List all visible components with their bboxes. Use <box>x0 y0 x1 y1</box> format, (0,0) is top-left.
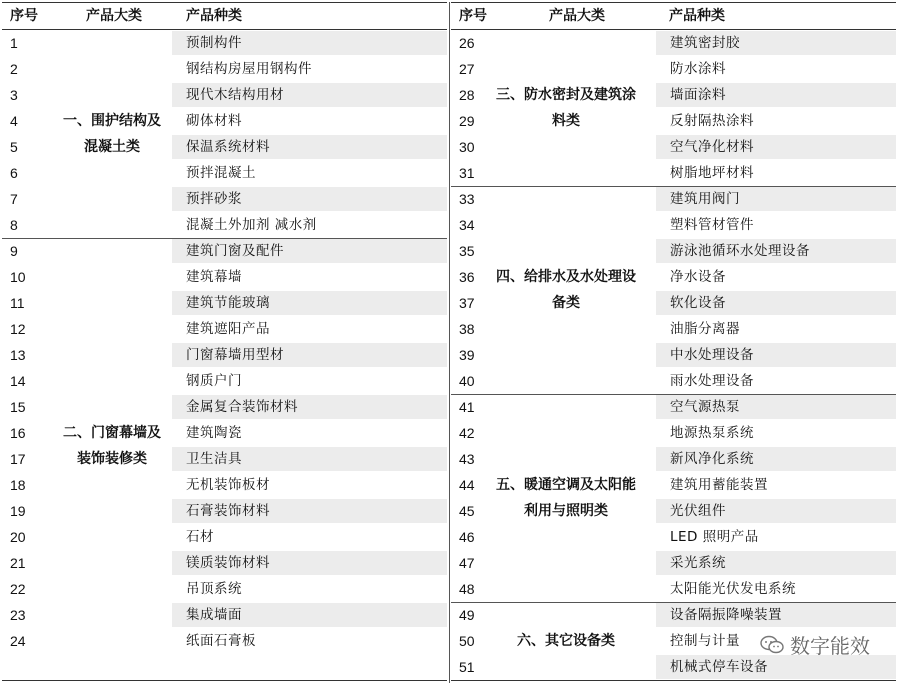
row-number: 35 <box>459 243 475 259</box>
header-no: 序号 <box>10 8 38 24</box>
row-product: 现代木结构用材 <box>172 83 447 107</box>
wechat-icon <box>760 635 784 655</box>
table-row <box>451 602 896 628</box>
row-product: 光伏组件 <box>656 499 896 523</box>
right-table-header <box>451 2 896 30</box>
row-product: 建筑用阀门 <box>656 187 896 211</box>
table-row <box>2 498 447 524</box>
row-product: 建筑幕墙 <box>186 269 242 285</box>
row-number: 34 <box>459 217 475 233</box>
row-number: 40 <box>459 373 475 389</box>
row-number: 44 <box>459 477 475 493</box>
table-row <box>2 472 447 498</box>
row-product: 混凝土外加剂 减水剂 <box>186 217 317 233</box>
category-line-1: 六、其它设备类 <box>517 633 615 649</box>
row-product: 金属复合装饰材料 <box>172 395 447 419</box>
row-number: 29 <box>459 113 475 129</box>
row-product: 净水设备 <box>670 269 726 285</box>
row-number: 12 <box>10 321 26 337</box>
row-number: 22 <box>10 581 26 597</box>
row-product: 墙面涂料 <box>656 83 896 107</box>
row-number: 16 <box>10 425 26 441</box>
table-row <box>2 238 447 264</box>
table-row <box>2 602 447 628</box>
category-line-1: 三、防水密封及建筑涂 <box>496 87 636 103</box>
row-number: 21 <box>10 555 26 571</box>
table-row <box>2 576 447 602</box>
left-table <box>2 2 447 680</box>
row-number: 45 <box>459 503 475 519</box>
row-number: 17 <box>10 451 26 467</box>
row-product: 门窗幕墙用型材 <box>172 343 447 367</box>
table-row <box>2 264 447 290</box>
row-number: 50 <box>459 633 475 649</box>
row-product: 控制与计量 <box>670 633 740 649</box>
row-number: 51 <box>459 659 475 675</box>
table-row <box>451 238 896 264</box>
category-label <box>52 108 172 160</box>
row-product: 空气源热泵 <box>656 395 896 419</box>
row-product: 石材 <box>186 529 214 545</box>
row-product: LED 照明产品 <box>670 529 759 545</box>
row-product: 砌体材料 <box>186 113 242 129</box>
row-product: 吊顶系统 <box>186 581 242 597</box>
table-row <box>451 394 896 420</box>
row-number: 27 <box>459 61 475 77</box>
category-line-2: 混凝土类 <box>84 139 140 155</box>
table-row <box>2 160 447 186</box>
row-product: 新风净化系统 <box>656 447 896 471</box>
category-label <box>491 264 641 316</box>
row-number: 20 <box>10 529 26 545</box>
row-number: 38 <box>459 321 475 337</box>
row-number: 43 <box>459 451 475 467</box>
category-line-2: 备类 <box>552 295 580 311</box>
row-number: 11 <box>10 295 25 311</box>
row-number: 41 <box>459 399 475 415</box>
row-product: 保温系统材料 <box>172 135 447 159</box>
header-category: 产品大类 <box>549 8 605 24</box>
category-label <box>491 82 641 134</box>
row-number: 9 <box>10 243 18 259</box>
table-row <box>2 290 447 316</box>
watermark <box>760 630 870 659</box>
category-line-1: 五、暖通空调及太阳能 <box>496 477 636 493</box>
row-product: 雨水处理设备 <box>670 373 754 389</box>
row-product: 钢质户门 <box>186 373 242 389</box>
row-product: 钢结构房屋用钢构件 <box>186 61 312 77</box>
row-number: 26 <box>459 35 475 51</box>
row-product: 反射隔热涂料 <box>670 113 754 129</box>
row-number: 30 <box>459 139 475 155</box>
table-row <box>451 524 896 550</box>
row-number: 47 <box>459 555 475 571</box>
row-number: 14 <box>10 373 26 389</box>
row-product: 建筑门窗及配件 <box>172 239 447 263</box>
left-table-header <box>2 2 447 30</box>
row-product: 建筑用蓄能装置 <box>670 477 768 493</box>
row-product: 机械式停车设备 <box>656 655 896 679</box>
row-number: 28 <box>459 87 475 103</box>
row-product: 建筑密封胶 <box>656 31 896 55</box>
table-row <box>2 316 447 342</box>
table-row <box>451 420 896 446</box>
left-table-body <box>2 30 447 680</box>
row-number: 15 <box>10 399 26 415</box>
row-number: 4 <box>10 113 18 129</box>
category-line-2: 料类 <box>552 113 580 129</box>
row-number: 33 <box>459 191 475 207</box>
row-product: 采光系统 <box>656 551 896 575</box>
row-product: 预拌砂浆 <box>172 187 447 211</box>
row-number: 36 <box>459 269 475 285</box>
table-row <box>451 342 896 368</box>
row-product: 集成墙面 <box>172 603 447 627</box>
table-row <box>451 30 896 56</box>
table-row <box>451 186 896 212</box>
row-product: 软化设备 <box>656 291 896 315</box>
row-product: 树脂地坪材料 <box>670 165 754 181</box>
category-line-1: 二、门窗幕墙及 <box>63 425 161 441</box>
row-number: 2 <box>10 61 18 77</box>
row-product: 防水涂料 <box>670 61 726 77</box>
table-row <box>451 56 896 82</box>
table-row <box>451 134 896 160</box>
table-row <box>2 628 447 654</box>
row-number: 18 <box>10 477 26 493</box>
category-line-2: 利用与照明类 <box>524 503 608 519</box>
group-separator <box>451 680 896 681</box>
category-label <box>491 472 641 524</box>
row-number: 1 <box>10 35 18 51</box>
row-product: 建筑陶瓷 <box>186 425 242 441</box>
row-product: 中水处理设备 <box>656 343 896 367</box>
category-line-2: 装饰装修类 <box>77 451 147 467</box>
row-product: 预制构件 <box>172 31 447 55</box>
row-number: 39 <box>459 347 475 363</box>
watermark-text: 数字能效 <box>790 634 870 658</box>
header-product: 产品种类 <box>186 8 242 24</box>
right-table <box>451 2 896 680</box>
row-number: 5 <box>10 139 18 155</box>
table-row <box>2 82 447 108</box>
row-product: 游泳池循环水处理设备 <box>656 239 896 263</box>
row-product: 纸面石膏板 <box>186 633 256 649</box>
row-number: 10 <box>10 269 26 285</box>
row-number: 6 <box>10 165 18 181</box>
row-product: 油脂分离器 <box>670 321 740 337</box>
row-product: 设备隔振降噪装置 <box>656 603 896 627</box>
row-product: 预拌混凝土 <box>186 165 256 181</box>
header-no: 序号 <box>459 8 487 24</box>
table-row <box>2 212 447 238</box>
table-row <box>2 394 447 420</box>
row-number: 31 <box>459 165 475 181</box>
row-number: 3 <box>10 87 18 103</box>
row-product: 空气净化材料 <box>656 135 896 159</box>
panel-divider <box>449 2 450 683</box>
table-row <box>451 446 896 472</box>
table-row <box>2 524 447 550</box>
table-row <box>2 30 447 56</box>
table-row <box>451 316 896 342</box>
row-product: 卫生洁具 <box>172 447 447 471</box>
row-number: 37 <box>459 295 475 311</box>
table-row <box>2 368 447 394</box>
category-line-1: 一、围护结构及 <box>63 113 161 129</box>
row-number: 8 <box>10 217 18 233</box>
row-product: 建筑节能玻璃 <box>172 291 447 315</box>
header-product: 产品种类 <box>669 8 725 24</box>
row-number: 7 <box>10 191 18 207</box>
row-number: 13 <box>10 347 26 363</box>
table-row <box>451 368 896 394</box>
table-row <box>2 550 447 576</box>
category-line-1: 四、给排水及水处理设 <box>496 269 636 285</box>
table-row <box>2 186 447 212</box>
table-row <box>2 56 447 82</box>
row-product: 石膏装饰材料 <box>172 499 447 523</box>
row-product: 地源热泵系统 <box>670 425 754 441</box>
right-table-body <box>451 30 896 680</box>
row-product: 建筑遮阳产品 <box>186 321 270 337</box>
row-product: 镁质装饰材料 <box>172 551 447 575</box>
row-number: 24 <box>10 633 26 649</box>
row-number: 42 <box>459 425 475 441</box>
row-product: 无机装饰板材 <box>186 477 270 493</box>
table-row <box>451 576 896 602</box>
category-label <box>52 420 172 472</box>
category-label <box>491 628 641 654</box>
row-number: 23 <box>10 607 26 623</box>
row-number: 19 <box>10 503 26 519</box>
group-separator <box>2 680 447 681</box>
table-row <box>451 212 896 238</box>
table-row <box>451 160 896 186</box>
row-product: 太阳能光伏发电系统 <box>670 581 796 597</box>
row-number: 49 <box>459 607 475 623</box>
row-number: 48 <box>459 581 475 597</box>
row-number: 46 <box>459 529 475 545</box>
row-product: 塑料管材管件 <box>670 217 754 233</box>
table-row <box>2 342 447 368</box>
header-category: 产品大类 <box>86 8 142 24</box>
table-row <box>451 550 896 576</box>
